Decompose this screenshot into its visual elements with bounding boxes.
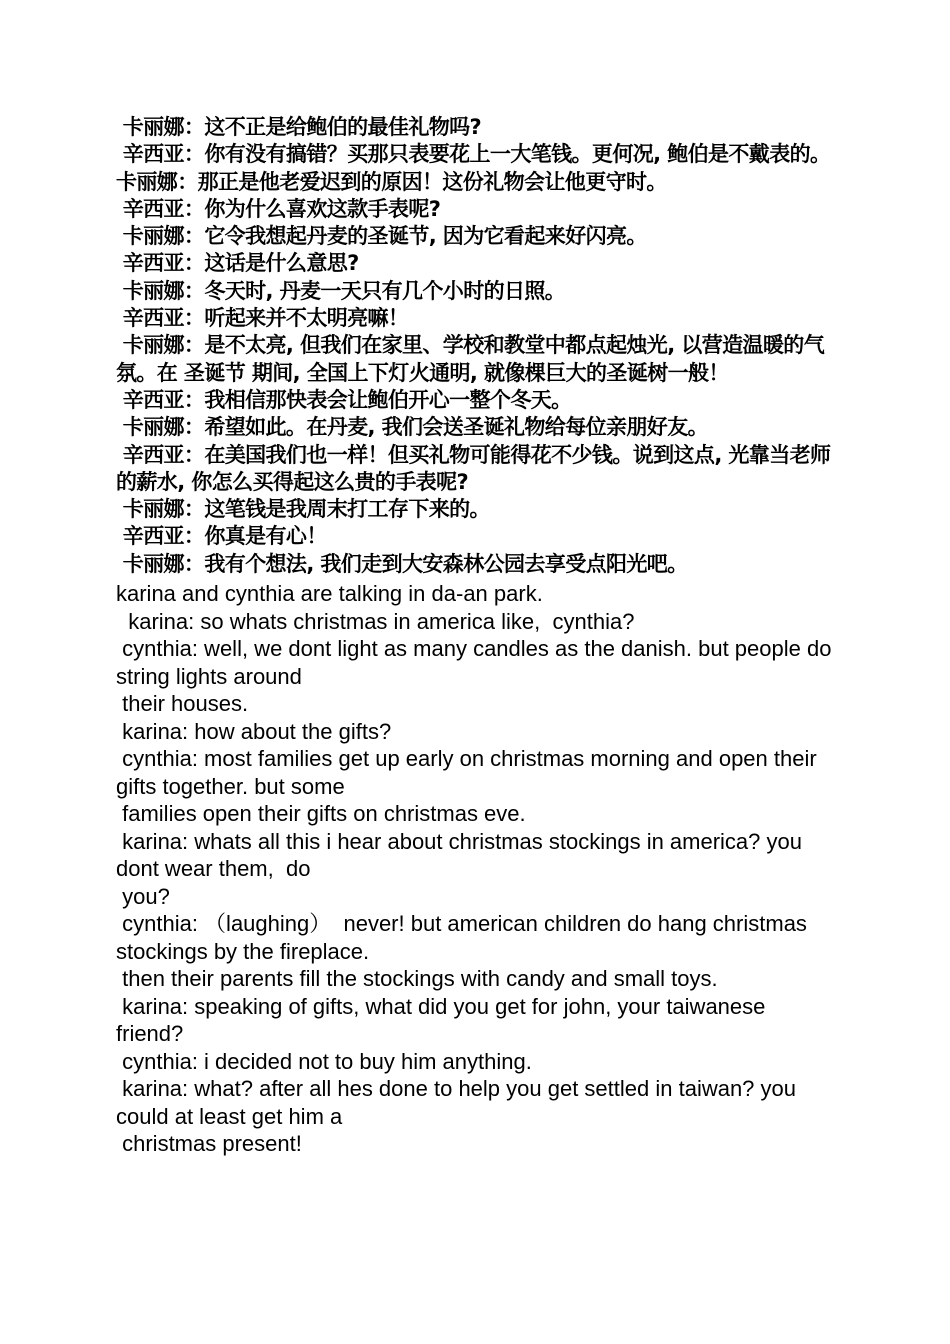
chinese-line-4: 卡丽娜：它令我想起丹麦的圣诞节, 因为它看起来好闪亮。 <box>116 224 647 249</box>
english-line-8: karina: whats all this i hear about christmas stockings in america? you dont wear them, do <box>116 828 809 882</box>
chinese-line-8: 卡丽娜：是不太亮, 但我们在家里、学校和教堂中都点起烛光, 以营造温暖的气氛。在 圣诞节 期间, 全国上下灯火通明, 就像棵巨大的圣诞树一般！ <box>116 333 825 385</box>
chinese-line-14: 卡丽娜：我有个想法, 我们走到大安森林公园去享受点阳光吧。 <box>116 551 688 576</box>
chinese-line-9: 辛西亚：我相信那快表会让鲍伯开心一整个冬天。 <box>116 387 572 412</box>
chinese-line-1: 卡丽娜：这不正是给鲍伯的最佳礼物吗? <box>116 115 482 139</box>
english-line-10: cynthia: （laughing） never! but american children do hang christmas stockings by the fireplace. <box>116 911 814 964</box>
english-dialogue <box>116 580 836 1158</box>
chinese-line-5: 辛西亚：这话是什么意思? <box>116 251 359 276</box>
english-line-1: karina and cynthia are talking in da-an park. <box>116 581 543 607</box>
chinese-line-11: 辛西亚：在美国我们也一样！但买礼物可能得花不少钱。说到这点, 光靠当老师的薪水, 你怎么买得起这么贵的手表呢? <box>116 442 831 494</box>
english-line-15: christmas present! <box>116 1131 302 1157</box>
english-line-13: cynthia: i decided not to buy him anything. <box>116 1048 532 1074</box>
english-line-9: you? <box>116 883 170 909</box>
chinese-line-13: 辛西亚：你真是有心！ <box>116 524 327 549</box>
english-line-6: cynthia: most families get up early on christmas morning and open their gifts together. but some <box>116 746 823 799</box>
chinese-line-3: 辛西亚：你为什么喜欢这款手表呢? <box>116 196 441 221</box>
chinese-dialogue <box>116 114 836 578</box>
document-page <box>116 114 836 1158</box>
chinese-line-6: 卡丽娜：冬天时, 丹麦一天只有几个小时的日照。 <box>116 278 566 303</box>
english-line-7: families open their gifts on christmas eve. <box>116 801 526 827</box>
english-line-11: then their parents fill the stockings with candy and small toys. <box>116 966 718 992</box>
english-line-3: cynthia: well, we dont light as many candles as the danish. but people do string lights around <box>116 636 838 689</box>
chinese-line-10: 卡丽娜：希望如此。在丹麦, 我们会送圣诞礼物给每位亲朋好友。 <box>116 415 709 440</box>
chinese-line-2: 辛西亚：你有没有搞错？买那只表要花上一大笔钱。更何况, 鲍伯是不戴表的。卡丽娜：那正是他老爱迟到的原因！这份礼物会让他更守时。 <box>116 142 831 194</box>
english-line-12: karina: speaking of gifts, what did you get for john, your taiwanese friend? <box>116 993 772 1047</box>
english-line-4: their houses. <box>116 691 249 717</box>
chinese-line-12: 卡丽娜：这笔钱是我周末打工存下来的。 <box>116 497 490 522</box>
chinese-line-7: 辛西亚：听起来并不太明亮嘛！ <box>116 306 409 331</box>
english-line-5: karina: how about the gifts? <box>116 718 392 744</box>
english-line-2: karina: so whats christmas in america like, cynthia? <box>116 608 635 634</box>
english-line-14: karina: what? after all hes done to help you get settled in taiwan? you could at least get him a <box>116 1076 803 1129</box>
